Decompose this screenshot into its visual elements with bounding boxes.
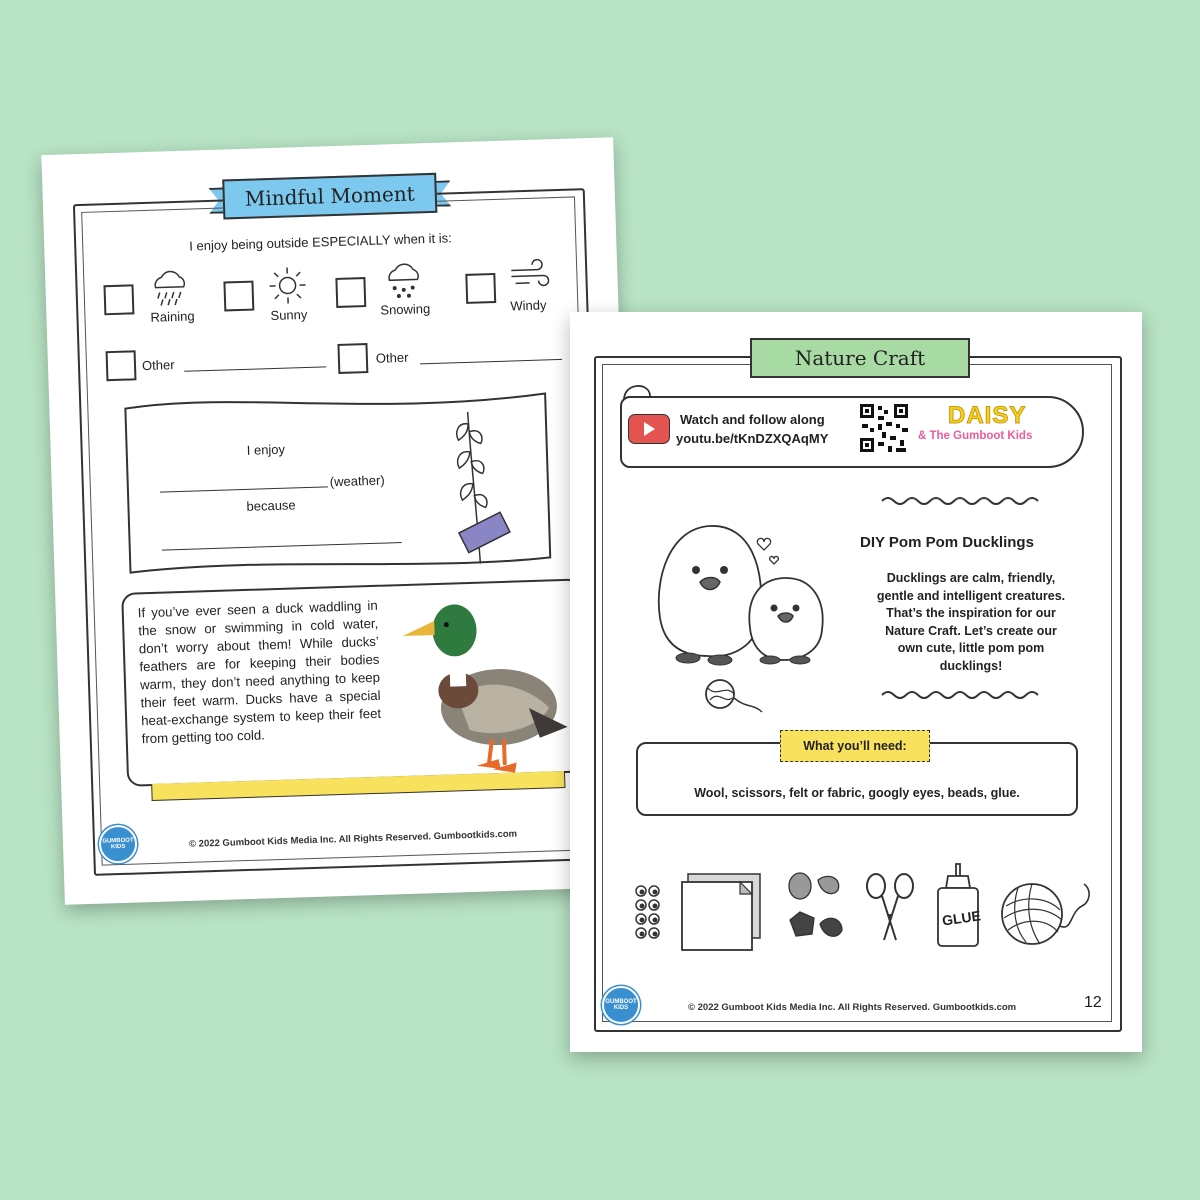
wind-icon: [509, 257, 552, 292]
scissors-icon: [862, 870, 918, 946]
checkbox-sunny[interactable]: [223, 281, 254, 312]
page-number: 12: [1084, 994, 1102, 1011]
label-other-1: Other: [141, 357, 175, 374]
qr-code-icon[interactable]: [858, 402, 910, 454]
video-link[interactable]: youtu.be/tKnDZXQAqMY: [676, 431, 829, 446]
craft-title: DIY Pom Pom Ducklings: [860, 534, 1034, 551]
glue-label: GLUE: [941, 907, 982, 929]
label-raining: Raining: [150, 308, 195, 325]
checkbox-other-1[interactable]: [106, 350, 137, 381]
felt-sheets-icon: [680, 872, 764, 952]
checkbox-raining[interactable]: [103, 284, 134, 315]
checkbox-other-2[interactable]: [337, 343, 368, 374]
snow-cloud-icon: [381, 259, 424, 300]
craft-description: Ducklings are calm, friendly, gentle and intelligent creatures. That’s the inspiration for our Nature Craft. Let’s create our own cute, little pom pom ducklings!: [876, 571, 1066, 673]
nature-craft-sheet: [570, 312, 1142, 1052]
video-line-1: Watch and follow along: [680, 412, 825, 427]
scroll-curl-icon: [620, 376, 654, 404]
checkbox-windy[interactable]: [465, 273, 496, 304]
wavy-divider-bottom: [880, 688, 1040, 702]
googly-eyes-icon: [634, 884, 662, 944]
sun-icon: [267, 265, 308, 306]
banner-mindful-moment: Mindful Moment: [222, 173, 437, 220]
banner-nature-craft: Nature Craft: [750, 338, 970, 378]
duck-fact-text: If you’ve ever seen a duck waddling in the snow or swimming in cold water, don’t worry about them! While ducks’ feathers are for keeping their bodies warm, they don’t need anything to keep their feet warm. Ducks have a special heat-exchange system to keep their feet from getting too cold.: [137, 597, 382, 747]
label-sunny: Sunny: [270, 306, 308, 324]
rain-cloud-icon: [147, 267, 192, 308]
because-label: because: [246, 497, 296, 514]
left-footer: © 2022 Gumboot Kids Media Inc. All Rights Reserved. Gumbootkids.com: [188, 828, 518, 850]
pom-pom-ducklings-illustration: [650, 508, 850, 718]
daisy-brand-subtitle: & The Gumboot Kids: [918, 430, 1033, 442]
yarn-ball-icon: [998, 876, 1094, 950]
right-footer: © 2022 Gumboot Kids Media Inc. All Rights Reserved. Gumbootkids.com: [688, 1002, 1017, 1013]
beads-icon: [784, 870, 846, 950]
sentence-start: I enjoy: [246, 441, 286, 458]
mallard-duck-illustration: [395, 587, 571, 782]
checkbox-snowing[interactable]: [335, 277, 366, 308]
materials-list: Wool, scissors, felt or fabric, googly eyes, beads, glue.: [694, 786, 1020, 800]
prompt-text: I enjoy being outside ESPECIALLY when it is:: [189, 230, 452, 254]
gumboot-kids-logo: GUMBOOT KIDS: [602, 986, 640, 1024]
label-windy: Windy: [510, 297, 547, 314]
wavy-divider-top: [880, 494, 1040, 508]
leaf-sprig-icon: [427, 402, 528, 573]
label-snowing: Snowing: [380, 301, 431, 318]
youtube-play-icon[interactable]: [628, 414, 670, 444]
gumboot-kids-logo: GUMBOOT KIDS: [98, 825, 137, 864]
weather-label: (weather): [329, 472, 385, 490]
label-other-2: Other: [375, 349, 409, 366]
daisy-brand-title: DAISY: [948, 402, 1027, 429]
needs-label: What you’ll need:: [780, 730, 930, 762]
mindful-moment-sheet: [41, 137, 636, 905]
